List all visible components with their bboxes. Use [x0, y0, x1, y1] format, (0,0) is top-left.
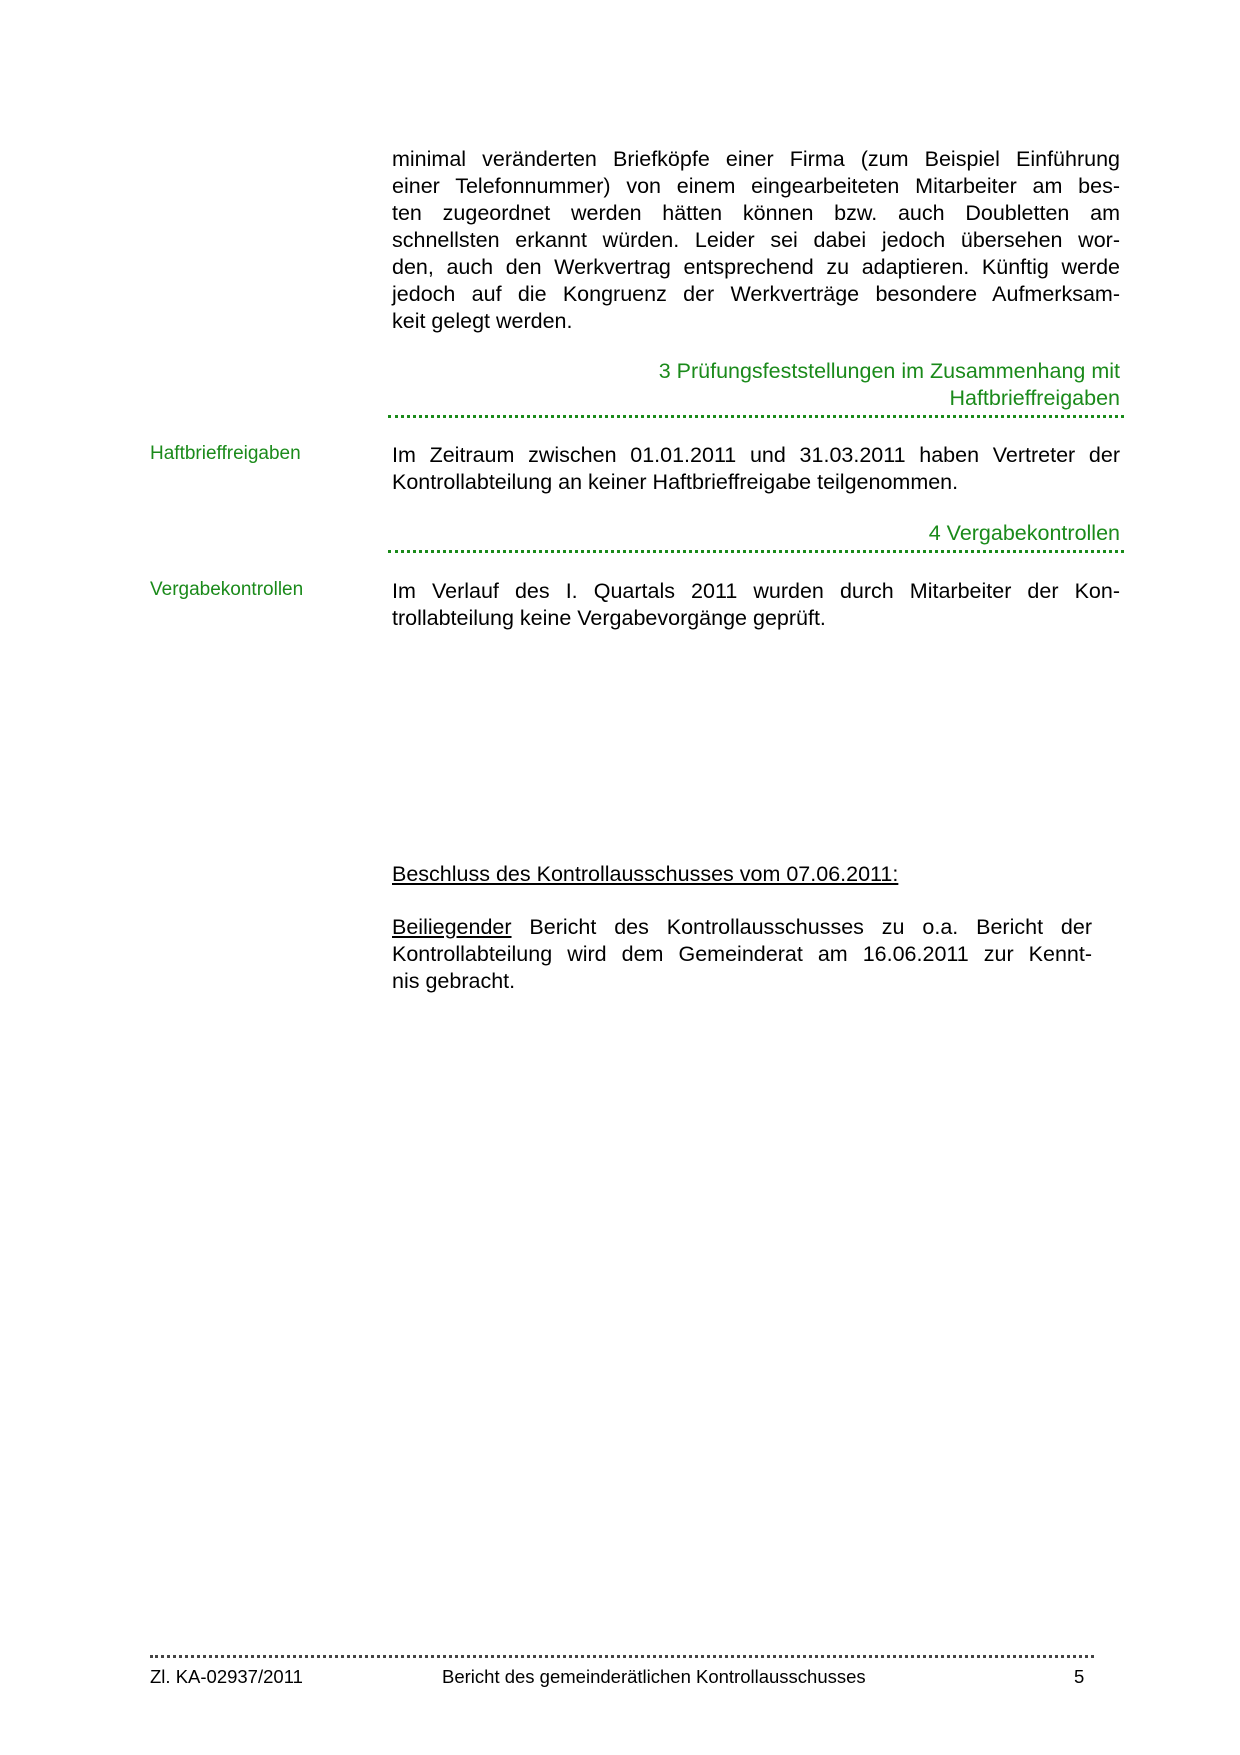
resolution-first-word: Beiliegender [392, 915, 512, 939]
section-3-paragraph [392, 442, 1120, 496]
paragraph-line: den, auch den Werkvertrag entsprechend zu adaptieren. Künftig werde [392, 255, 1120, 279]
paragraph-line: Im Verlauf des I. Quartals 2011 wurden durch Mitarbeiter der Kon- [392, 579, 1120, 603]
section-3-divider [388, 415, 1124, 418]
paragraph-line: trollabteilung keine Vergabevorgänge geprüft. [392, 606, 826, 630]
continuation-paragraph [392, 146, 1120, 335]
margin-label-vergabekontrollen: Vergabekontrollen [150, 579, 304, 600]
page-number: 5 [1074, 1666, 1085, 1687]
resolution-title [392, 861, 1072, 888]
paragraph-line: ten zugeordnet werden hätten können bzw. auch Doubletten am [392, 201, 1120, 225]
paragraph-line [392, 914, 1092, 941]
paragraph-line: Kontrollabteilung wird dem Gemeinderat am 16.06.2011 zur Kennt- [392, 942, 1092, 966]
section-3-heading-line2: Haftbrieffreigaben [949, 386, 1120, 410]
section-4-divider [388, 550, 1124, 553]
footer-title: Bericht des gemeinderätlichen Kontrollausschusses [442, 1666, 866, 1687]
paragraph-line: minimal veränderten Briefköpfe einer Firma (zum Beispiel Einführung [392, 147, 1120, 171]
section-3-heading [392, 358, 1120, 412]
footer-reference: Zl. KA-02937/2011 [150, 1666, 303, 1687]
section-3-heading-line1: 3 Prüfungsfeststellungen im Zusammenhang mit [658, 359, 1120, 383]
resolution-paragraph [392, 914, 1092, 995]
paragraph-line: keit gelegt werden. [392, 309, 573, 333]
footer-divider [150, 1655, 1094, 1658]
paragraph-line: Im Zeitraum zwischen 01.01.2011 und 31.03.2011 haben Vertreter der [392, 443, 1120, 467]
resolution-title-text: Beschluss des Kontrollausschusses vom 07.06.2011: [392, 862, 899, 886]
paragraph-line: einer Telefonnummer) von einem eingearbeiteten Mitarbeiter am bes- [392, 174, 1120, 198]
section-4-heading: 4 Vergabekontrollen [928, 521, 1120, 545]
paragraph-line: Kontrollabteilung an keiner Haftbrieffreigabe teilgenommen. [392, 470, 959, 494]
resolution-line1-rest: Bericht des Kontrollausschusses zu o.a. Bericht der [511, 915, 1092, 939]
margin-label-haftbrieffreigaben: Haftbrieffreigaben [150, 443, 301, 464]
section-4-paragraph [392, 578, 1120, 632]
paragraph-line: schnellsten erkannt würden. Leider sei dabei jedoch übersehen wor- [392, 228, 1120, 252]
paragraph-line: jedoch auf die Kongruenz der Werkverträge besondere Aufmerksam- [392, 282, 1120, 306]
paragraph-line: nis gebracht. [392, 969, 516, 993]
